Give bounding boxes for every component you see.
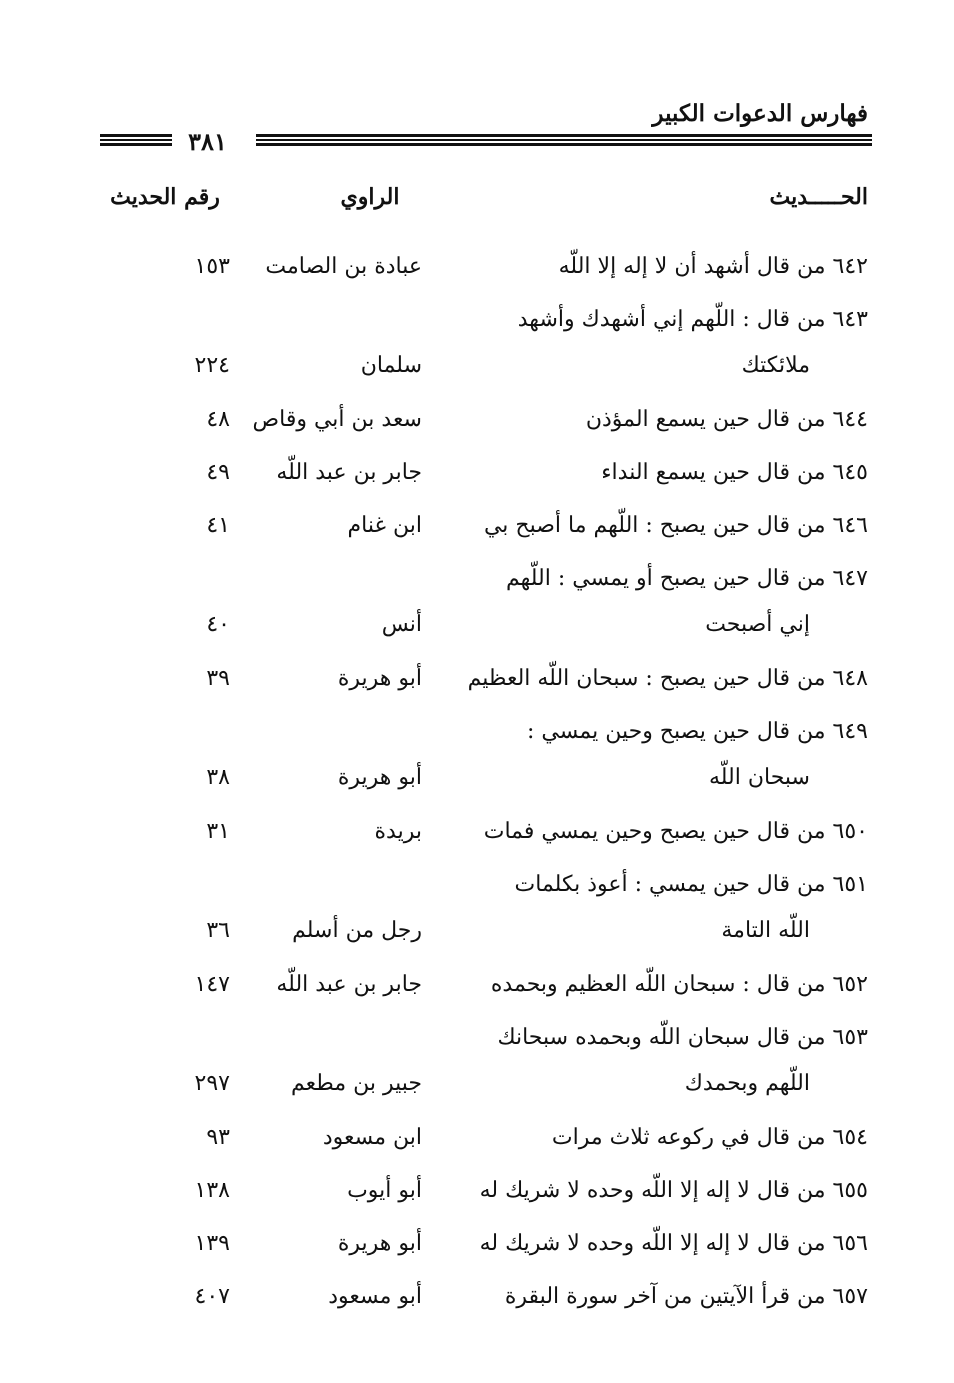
entry-number: ٦٥٥ <box>832 1178 868 1203</box>
entry-number: ٦٥٣ <box>832 1025 868 1050</box>
hadith-text <box>428 1168 868 1214</box>
hadith-text <box>428 656 868 702</box>
entry-number: ٦٥٢ <box>832 972 868 997</box>
hadith-number: ١٥٣ <box>194 254 230 279</box>
hadith-number: ٣١ <box>206 819 230 844</box>
index-entries <box>0 244 954 1327</box>
narrator: ابن غنام <box>347 513 422 538</box>
index-entry <box>0 962 954 1015</box>
hadith-text <box>428 1221 868 1267</box>
hadith-number: ٣٦ <box>206 918 230 943</box>
entry-number: ٦٤٧ <box>832 566 868 591</box>
narrator: جبير بن مطعم <box>291 1071 422 1096</box>
hadith-text <box>428 1274 868 1320</box>
index-entry <box>0 709 954 809</box>
hadith-text <box>428 503 868 549</box>
hadith-first-line: من قال : اللّهم إني أشهدك وأشهد <box>517 307 826 332</box>
hadith-text <box>428 556 868 648</box>
index-entry <box>0 244 954 297</box>
hadith-number: ٢٢٤ <box>194 353 230 378</box>
hadith-number: ١٤٧ <box>194 972 230 997</box>
hadith-number: ١٣٨ <box>194 1178 230 1203</box>
narrator: ابن مسعود <box>322 1125 422 1150</box>
entry-number: ٦٤٢ <box>832 254 868 279</box>
index-entry <box>0 809 954 862</box>
index-entry <box>0 656 954 709</box>
hadith-first-line: من قال حين يسمع النداء <box>601 460 826 485</box>
hadith-number: ٤٠٧ <box>194 1284 230 1309</box>
narrator: أنس <box>381 612 422 637</box>
hadith-first-line: من قال سبحان اللّه وبحمده سبحانك <box>497 1025 826 1050</box>
narrator: أبو مسعود <box>328 1284 422 1309</box>
page-number: ٣٨١ <box>188 127 227 156</box>
index-entry <box>0 1015 954 1115</box>
column-header-narrator: الراوي <box>340 184 400 210</box>
index-entry <box>0 397 954 450</box>
entry-number: ٦٤٩ <box>832 719 868 744</box>
hadith-first-line: من قال حين يسمع المؤذن <box>585 407 826 432</box>
hadith-text <box>428 244 868 290</box>
narrator: أبو هريرة <box>337 1231 422 1256</box>
hadith-first-line: من قال أشهد أن لا إله إلا اللّه <box>558 254 826 279</box>
hadith-text <box>428 450 868 496</box>
index-entry <box>0 1221 954 1274</box>
hadith-number: ٢٩٧ <box>194 1071 230 1096</box>
hadith-first-line: من قال حين يصبح أو يمسي : اللّهم <box>505 566 826 591</box>
narrator: جابر بن عبد اللّه <box>276 972 422 997</box>
hadith-text <box>428 809 868 855</box>
hadith-number: ٣٨ <box>206 765 230 790</box>
hadith-continuation: ملائكتك <box>741 353 810 378</box>
entry-number: ٦٥٧ <box>832 1284 868 1309</box>
hadith-text <box>428 1015 868 1107</box>
hadith-first-line: من قال حين يصبح : سبحان اللّه العظيم <box>467 666 826 691</box>
column-header-hadith: الحـــــديث <box>769 184 868 210</box>
hadith-number: ١٣٩ <box>194 1231 230 1256</box>
hadith-number: ٤٠ <box>206 612 230 637</box>
narrator: أبو أيوب <box>347 1178 422 1203</box>
hadith-first-line: من قال حين يمسي : أعوذ بكلمات <box>514 872 826 897</box>
narrator: أبو هريرة <box>337 666 422 691</box>
entry-number: ٦٤٦ <box>832 513 868 538</box>
entry-number: ٦٤٣ <box>832 307 868 332</box>
hadith-continuation: إني أصبحت <box>705 612 810 637</box>
narrator: عبادة بن الصامت <box>265 254 422 279</box>
hadith-text <box>428 1115 868 1161</box>
index-entry <box>0 1168 954 1221</box>
hadith-number: ٤٨ <box>206 407 230 432</box>
narrator: سعد بن أبي وقاص <box>252 407 422 432</box>
index-entry <box>0 450 954 503</box>
hadith-number: ٣٩ <box>206 666 230 691</box>
entry-number: ٦٤٥ <box>832 460 868 485</box>
header-rule-left <box>100 134 172 146</box>
hadith-continuation: سبحان اللّه <box>708 765 810 790</box>
hadith-first-line: من قرأ الآيتين من آخر سورة البقرة <box>504 1284 826 1309</box>
hadith-text <box>428 962 868 1008</box>
hadith-first-line: من قال : سبحان اللّه العظيم وبحمده <box>490 972 826 997</box>
index-entry <box>0 862 954 962</box>
narrator: أبو هريرة <box>337 765 422 790</box>
hadith-first-line: من قال حين يصبح وحين يمسي : <box>527 719 826 744</box>
entry-number: ٦٥٦ <box>832 1231 868 1256</box>
hadith-text <box>428 709 868 801</box>
running-title: فهارس الدعوات الكبير <box>652 100 868 127</box>
entry-number: ٦٥٤ <box>832 1125 868 1150</box>
header-rule-right <box>256 134 872 146</box>
narrator: جابر بن عبد اللّه <box>276 460 422 485</box>
hadith-first-line: من قال لا إله إلا اللّه وحده لا شريك له <box>479 1178 826 1203</box>
entry-number: ٦٤٤ <box>832 407 868 432</box>
entry-number: ٦٤٨ <box>832 666 868 691</box>
entry-number: ٦٥١ <box>832 872 868 897</box>
hadith-first-line: من قال في ركوعه ثلاث مرات <box>551 1125 826 1150</box>
hadith-continuation: اللّه التامة <box>721 918 810 943</box>
entry-number: ٦٥٠ <box>832 819 868 844</box>
index-entry <box>0 297 954 397</box>
index-entry <box>0 556 954 656</box>
hadith-text <box>428 397 868 443</box>
hadith-number: ٤١ <box>206 513 230 538</box>
hadith-text <box>428 297 868 389</box>
hadith-first-line: من قال حين يصبح وحين يمسي فمات <box>483 819 826 844</box>
hadith-number: ٩٣ <box>206 1125 230 1150</box>
hadith-number: ٤٩ <box>206 460 230 485</box>
hadith-first-line: من قال حين يصبح : اللّهم ما أصبح بي <box>483 513 826 538</box>
index-entry <box>0 503 954 556</box>
hadith-continuation: اللّهم وبحمدك <box>684 1071 810 1096</box>
column-header-hadith-number: رقم الحديث <box>110 184 220 210</box>
narrator: بريدة <box>374 819 422 844</box>
narrator: رجل من أسلم <box>292 918 422 943</box>
hadith-text <box>428 862 868 954</box>
index-entry <box>0 1274 954 1327</box>
narrator: سلمان <box>360 353 422 378</box>
hadith-first-line: من قال لا إله إلا اللّه وحده لا شريك له <box>479 1231 826 1256</box>
index-entry <box>0 1115 954 1168</box>
